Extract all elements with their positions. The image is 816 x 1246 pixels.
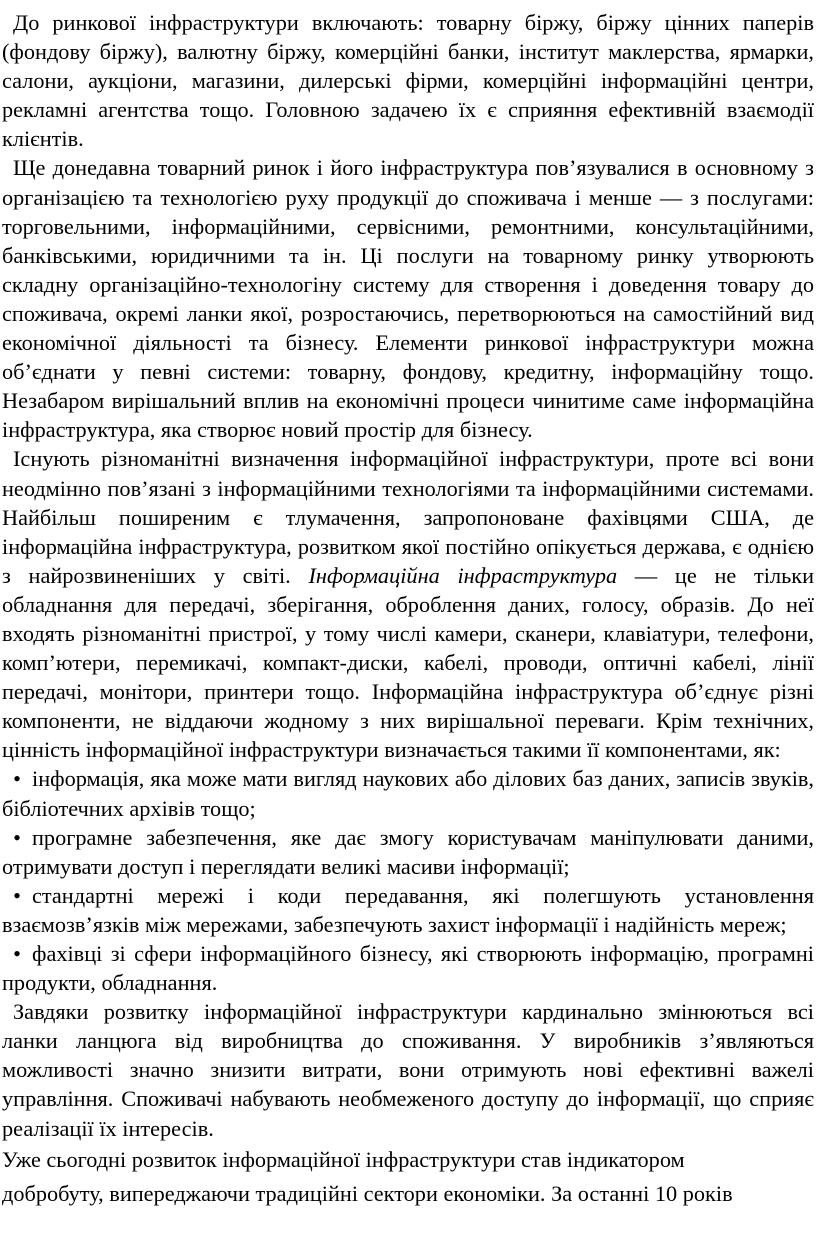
definition-intro: Існують різноманітні визначення інформаційної інфраструктури, проте всі вони неодмінно пов’язані з інформаційними технологіями та інформаційними системами. Найбільш поширеним є тлумачення, запропоноване фахівцями США, де інформаційна інфраструктура, розвитком якої постійно опікується держава, є однією з найрозвиненіших у світі. bbox=[2, 446, 814, 588]
component-list bbox=[2, 764, 814, 997]
list-item-text: інформація, яка може мати вигляд наукових або ділових баз даних, записів звуків, бібліотечних архівів тощо; bbox=[2, 766, 814, 821]
defined-term: Інформаційна інфраструктура bbox=[308, 562, 618, 588]
list-item bbox=[2, 764, 814, 822]
definition-text: — це не тільки обладнання для передачі, зберігання, оброблення даних, голосу, образів. До неї входять різноманітні пристрої, у тому числі камери, сканери, клавіатури, телефони, комп’ютери, перемикачі, компакт-диски, кабелі, проводи, оптичні кабелі, лінії передачі, монітори, принтери тощо. Інформаційна інфраструктура об’єднує різні компоненти, не віддаючи жодному з них вирішальної переваги. Крім технічних, цінність інформаційної інфраструктури визначається такими її компонентами, як: bbox=[2, 562, 815, 763]
list-item-text: стандартні мережі і коди передавання, які полегшують установлення взаємозв’язків між мережами, забезпечують захист інформації і надійність мереж; bbox=[2, 882, 814, 937]
bullet-icon: • bbox=[13, 882, 21, 908]
bullet-icon: • bbox=[13, 941, 21, 966]
list-item bbox=[2, 881, 814, 939]
paragraph-line-2: добробуту, випереджаючи традиційні сектори економіки. За останні 10 років bbox=[2, 1180, 733, 1206]
bullet-icon: • bbox=[13, 766, 21, 792]
paragraph-information-infrastructure bbox=[2, 444, 814, 764]
paragraph-line-1: Уже сьогодні розвиток інформаційної інфраструктури став індикатором bbox=[2, 1146, 685, 1172]
paragraph-development-benefits: Завдяки розвитку інформаційної інфраструктури кардинально змінюються всі ланки ланцюга від виробництва до споживання. У виробників з’являються можливості значно знизити витрати, вони отримують нові ефективні важелі управління. Споживачі набувають необмеженого доступу до інформації, що сприяє реалізації їх інтересів. bbox=[2, 999, 814, 1141]
list-item bbox=[2, 823, 814, 881]
paragraph-commodity-market: Ще донедавна товарний ринок і його інфраструктура пов’язувалися в основному з організацією та технологією руху продукції до споживача і менше — з послугами: торговельними, інформаційними, сервісними, ремонтними, консультаційними, банківськими, юридичними та ін. Ці послуги на товарному ринку утворюють складну організаційно-технологіну систему для створення і доведення товару до споживача, окремі ланки якої, розростаючись, перетворюються на самостійний вид економічної діяльності та бізнесу. Елементи ринкової інфраструктури можна об’єднати у певні системи: товарну, фондову, кредитну, інформаційну тощо. Незабаром вирішальний вплив на економічні процеси чинитиме саме інформаційна інфраструктура, яка створює новий простір для бізнесу. bbox=[2, 155, 814, 443]
paragraph-prosperity-indicator bbox=[2, 1143, 814, 1211]
bullet-icon: • bbox=[13, 824, 21, 850]
paragraph-market-infrastructure: До ринкової інфраструктури включають: товарну біржу, біржу цінних паперів (фондову біржу), валютну біржу, комерційні банки, інститут маклерства, ярмарки, салони, аукціони, магазини, дилерські фірми, комерційні інформаційні центри, рекламні агентства тощо. Головною задачею їх є сприяння ефективній взаємодії клієнтів. bbox=[2, 10, 814, 152]
list-item-text: фахівці зі сфери інформаційного бізнесу, які створюють інформацію, програмні продукти, обладнання. bbox=[2, 941, 814, 996]
list-item-text: програмне забезпечення, яке дає змогу користувачам маніпулювати даними, отримувати доступ і переглядати великі масиви інформації; bbox=[2, 824, 814, 879]
list-item bbox=[2, 939, 814, 997]
